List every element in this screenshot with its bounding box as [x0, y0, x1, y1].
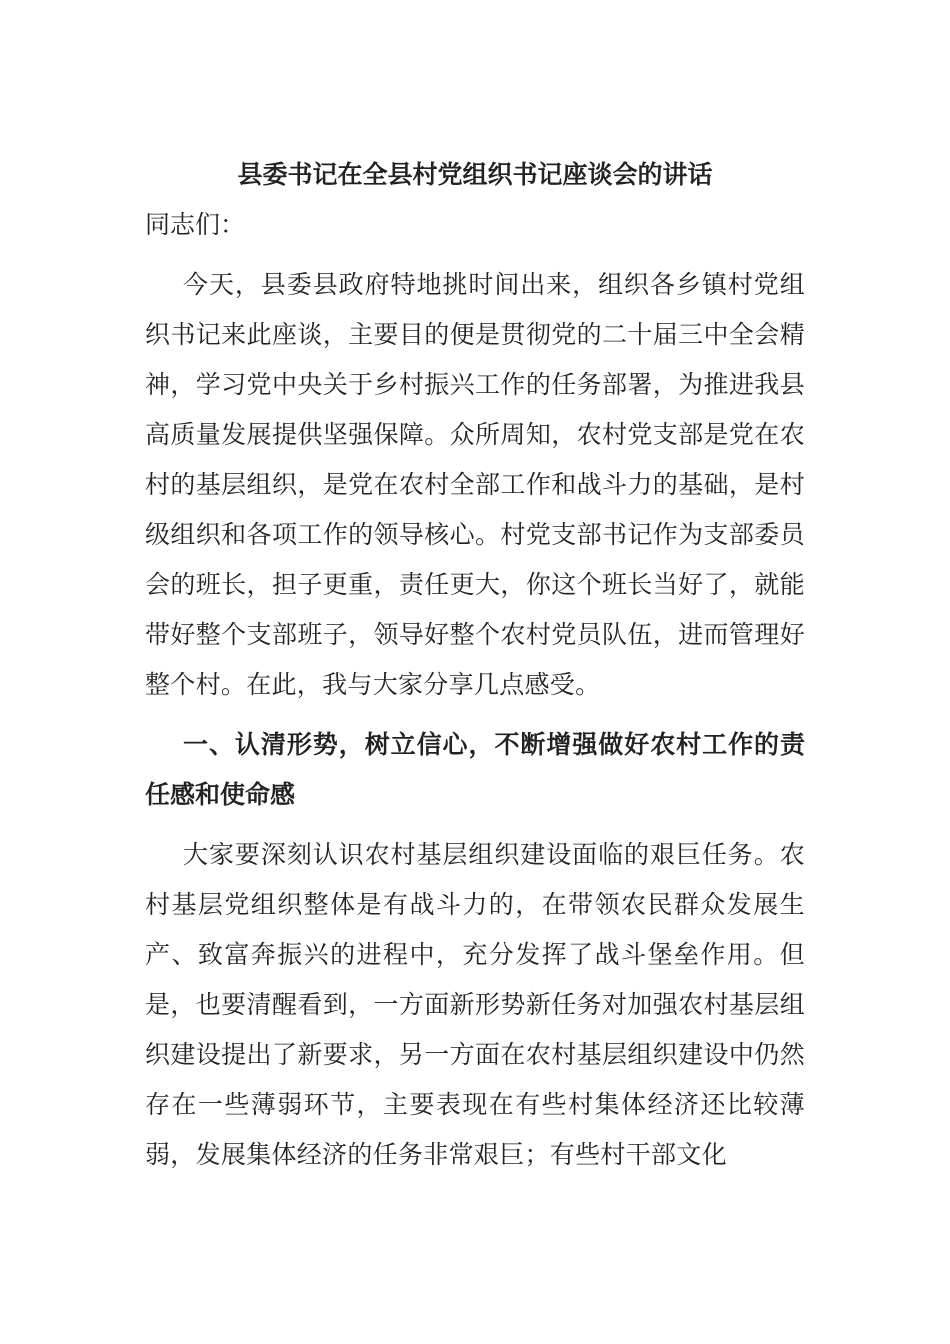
paragraph-section-1: 大家要深刻认识农村基层组织建设面临的艰巨任务。农村基层党组织整体是有战斗力的，在带领农民群众发展生产、致富奔振兴的进程中，充分发挥了战斗堡垒作用。但是，也要清醒看到，一方面新形势新任务对加强农村基层组织建设提出了新要求，另一方面在农村基层组织建设中仍然存在一些薄弱环节，主要表现在有些村集体经济还比较薄弱，发展集体经济的任务非常艰巨；有些村干部文化 — [145, 840, 805, 1169]
document-body — [145, 150, 805, 1190]
salutation: 同志们： — [145, 210, 246, 239]
paragraph-intro: 今天，县委县政府特地挑时间出来，组织各乡镇村党组织书记来此座谈，主要目的便是贯彻党的二十届三中全会精神，学习党中央关于乡村振兴工作的任务部署，为推进我县高质量发展提供坚强保障。众所周知，农村党支部是党在农村的基层组织，是党在农村全部工作和战斗力的基础，是村级组织和各项工作的领导核心。村党支部书记作为支部委员会的班长，担子更重，责任更大，你这个班长当好了，就能带好整个支部班子，领导好整个农村党员队伍，进而管理好整个村。在此，我与大家分享几点感受。 — [145, 270, 805, 699]
section-heading-1: 一、认清形势，树立信心，不断增强做好农村工作的责任感和使命感 — [145, 730, 805, 809]
document-title: 县委书记在全县村党组织书记座谈会的讲话 — [237, 160, 713, 189]
